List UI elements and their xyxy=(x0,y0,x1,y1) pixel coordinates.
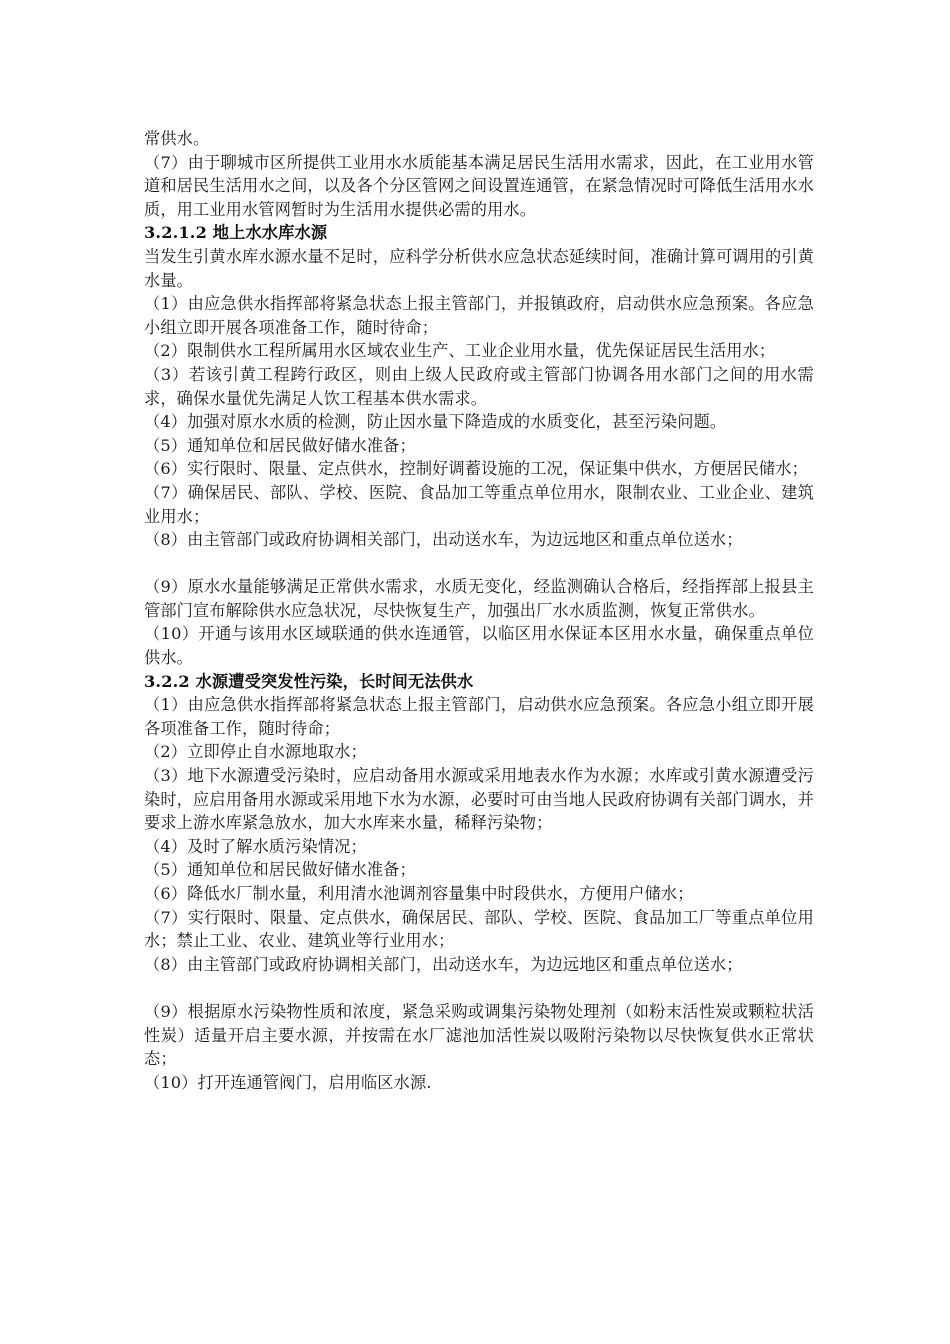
reservoir-step-8: （8）由主管部门或政府协调相关部门，出动送水车，为边远地区和重点单位送水； xyxy=(144,530,743,550)
reservoir-step-3: （3）若该引黄工程跨行政区，则由上级人民政府或主管部门协调各用水部门之间的用水需求，确保水量优先满足人饮工程基本供水需求。 xyxy=(144,364,814,408)
reservoir-step-4: （4）加强对原水水质的检测，防止因水量下降造成的水质变化，甚至污染问题。 xyxy=(144,412,727,432)
reservoir-step-6: （6）实行限时、限量、定点供水，控制好调蓄设施的工况，保证集中供水，方便居民储水； xyxy=(144,459,808,479)
paragraph-item-7-industrial-water: （7）由于聊城市区所提供工业用水水质能基本满足居民生活用水需求，因此，在工业用水管道和居民生活用水之间，以及各个分区管网之间设置连通管，在紧急情况时可降低生活用水水质，用工业用水管网暂时为生活用水提供必需的用水。 xyxy=(144,152,814,219)
section-heading-3-2-2: 3.2.2 水源遭受突发性污染，长时间无法供水 xyxy=(144,671,474,691)
reservoir-step-5: （5）通知单位和居民做好储水准备； xyxy=(144,435,416,455)
reservoir-step-10: （10）开通与该用水区域联通的供水连通管，以临区用水保证本区用水水量，确保重点单位供水。 xyxy=(144,624,814,668)
pollution-step-1: （1）由应急供水指挥部将紧急状态上报主管部门，启动供水应急预案。各应急小组立即开展各项准备工作，随时待命； xyxy=(144,695,814,738)
paragraph-intro-end: 常供水。 xyxy=(144,129,210,148)
section-heading-3-2-1-2: 3.2.1.2 地上水水库水源 xyxy=(144,223,328,243)
blank-line xyxy=(144,976,814,1000)
pollution-step-3: （3）地下水源遭受污染时，应启动备用水源或采用地表水作为水源；水库或引黄水源遭受污染时，应启用备用水源或采用地下水为水源，必要时可由当地人民政府协调有关部门调水，并要求上游水库紧急放水，加大水库来水量，稀释污染物； xyxy=(144,766,814,833)
reservoir-step-1: （1）由应急供水指挥部将紧急状态上报主管部门，并报镇政府，启动供水应急预案。各应急小组立即开展各项准备工作，随时待命； xyxy=(144,294,814,337)
blank-line xyxy=(144,552,814,576)
reservoir-step-7: （7）确保居民、部队、学校、医院、食品加工等重点单位用水，限制农业、工业企业、建筑业用水； xyxy=(144,482,814,526)
pollution-step-7: （7）实行限时、限量、定点供水，确保居民、部队、学校、医院、食品加工厂等重点单位用水；禁止工业、农业、建筑业等行业用水； xyxy=(144,907,814,951)
pollution-step-9: （9）根据原水污染物性质和浓度，紧急采购或调集污染物处理剂（如粉末活性炭或颗粒状活性炭）适量开启主要水源，并按需在水厂滤池加活性炭以吸附污染物以尽快恢复供水正常状态； xyxy=(144,1001,814,1069)
paragraph-reservoir-intro: 当发生引黄水库水源水量不足时，应科学分析供水应急状态延续时间，准确计算可调用的引黄水量。 xyxy=(144,246,814,290)
pollution-step-8: （8）由主管部门或政府协调相关部门，出动送水车，为边远地区和重点单位送水； xyxy=(144,954,743,974)
reservoir-step-2: （2）限制供水工程所属用水区域农业生产、工业企业用水量，优先保证居民生活用水； xyxy=(144,341,776,361)
pollution-step-2: （2）立即停止自水源地取水； xyxy=(144,742,367,762)
document-body xyxy=(144,127,814,1094)
pollution-step-10: （10）打开连通管阀门，启用临区水源. xyxy=(144,1072,432,1092)
pollution-step-6: （6）降低水厂制水量，利用清水池调剂容量集中时段供水，方便用户储水； xyxy=(144,884,694,903)
reservoir-step-9: （9）原水水量能够满足正常供水需求，水质无变化，经监测确认合格后，经指挥部上报县主管部门宣布解除供水应急状况，尽快恢复生产，加强出厂水水质监测，恢复正常供水。 xyxy=(144,577,814,620)
pollution-step-4: （4）及时了解水质污染情况； xyxy=(144,836,367,856)
pollution-step-5: （5）通知单位和居民做好储水准备； xyxy=(144,860,416,880)
